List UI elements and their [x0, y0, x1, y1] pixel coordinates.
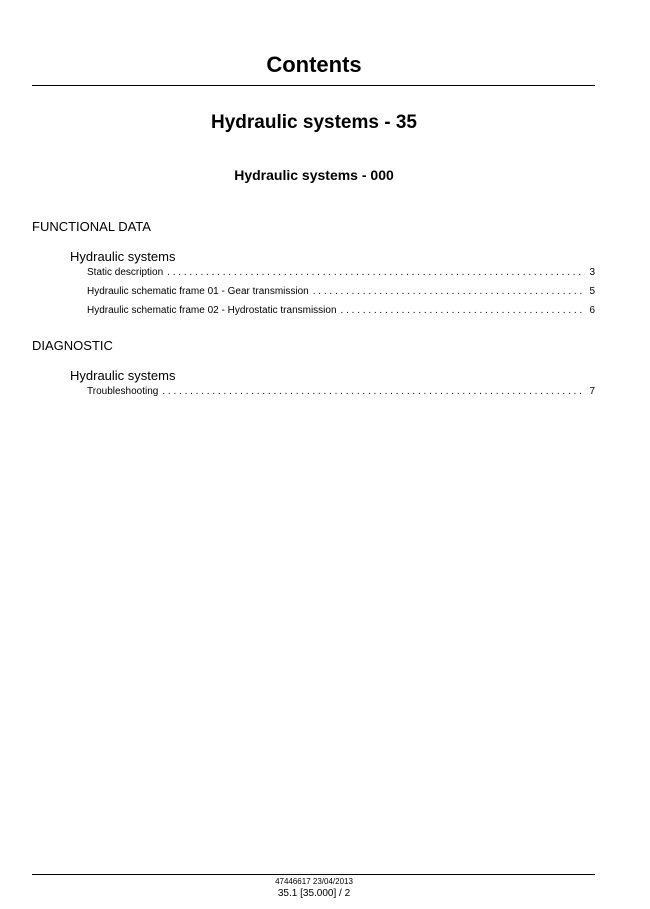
toc-entry-label: Troubleshooting [87, 386, 159, 397]
footer-page-reference: 35.1 [35.000] / 2 [277, 888, 351, 899]
toc-entry-page-number: 3 [589, 267, 595, 278]
subsection-title: Hydraulic systems - 000 [234, 167, 394, 183]
footer-rule [32, 874, 595, 875]
toc-entry-label: Hydraulic schematic frame 02 - Hydrostatic transmission [87, 305, 337, 316]
toc-entry-label: Hydraulic schematic frame 01 - Gear transmission [87, 286, 309, 297]
header-rule [32, 85, 595, 86]
toc-entry-page-number: 5 [589, 286, 595, 297]
toc-leader-dots [341, 304, 586, 318]
toc-leader-dots [167, 266, 585, 280]
toc-leader-dots [313, 285, 586, 299]
toc-leader-dots [162, 385, 585, 399]
toc-group-title: Hydraulic systems [70, 368, 176, 383]
footer-document-code: 47446617 23/04/2013 [275, 877, 353, 886]
toc-category-functional-data: FUNCTIONAL DATA [32, 219, 151, 234]
toc-entry[interactable] [87, 266, 595, 280]
toc-category-diagnostic: DIAGNOSTIC [32, 338, 113, 353]
toc-entry[interactable] [87, 304, 595, 318]
toc-entry-label: Static description [87, 267, 164, 278]
toc-entry-page-number: 7 [589, 386, 595, 397]
toc-entry-page-number: 6 [589, 305, 595, 316]
section-title: Hydraulic systems - 35 [211, 112, 417, 133]
toc-entry[interactable] [87, 385, 595, 399]
page-title: Contents [266, 52, 362, 77]
toc-entry[interactable] [87, 285, 595, 299]
toc-group-title: Hydraulic systems [70, 249, 176, 264]
